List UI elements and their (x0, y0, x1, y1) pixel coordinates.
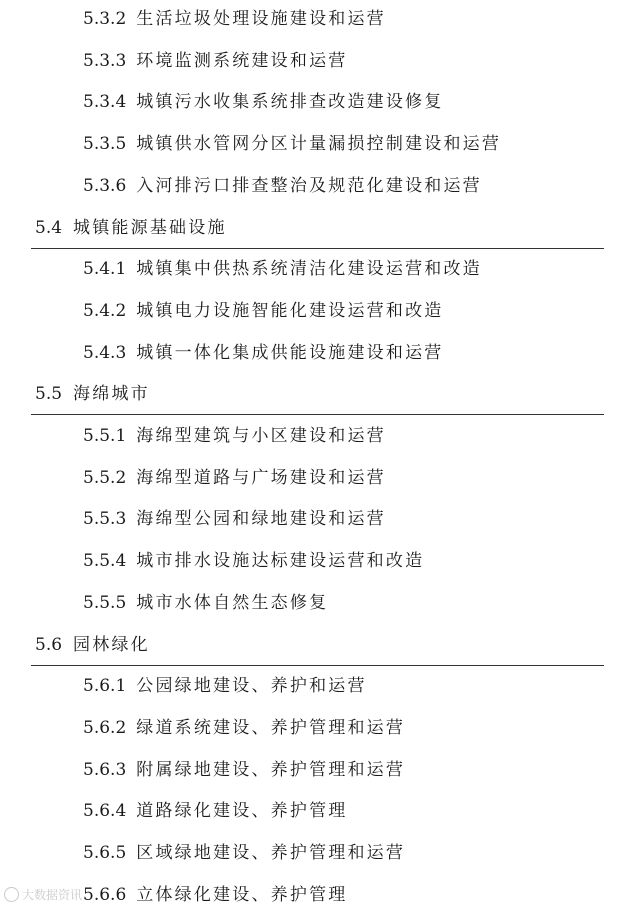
item-title: 立体绿化建设、养护管理 (136, 884, 348, 905)
outline-item (0, 341, 644, 365)
item-title: 入河排污口排查整治及规范化建设和运营 (136, 175, 482, 196)
section-heading (0, 382, 644, 406)
item-number: 5.6.3 (83, 759, 127, 780)
outline-item (0, 549, 644, 573)
section-number: 5.6 (35, 634, 63, 655)
outline-item (0, 674, 644, 698)
item-title: 道路绿化建设、养护管理 (136, 801, 348, 822)
section-heading (0, 216, 644, 240)
section-heading (0, 633, 644, 657)
item-number: 5.5.2 (83, 467, 127, 488)
item-title: 城镇供水管网分区计量漏损控制建设和运营 (136, 134, 502, 155)
item-number: 5.6.5 (83, 843, 127, 863)
item-number: 5.3.3 (83, 50, 127, 71)
item-number: 5.6.1 (83, 676, 127, 697)
outline-item (0, 49, 644, 73)
item-number: 5.4.2 (83, 300, 127, 321)
item-title: 海绵型公园和绿地建设和运营 (136, 509, 386, 530)
outline-item (0, 7, 644, 31)
item-number: 5.5.4 (83, 551, 127, 572)
outline-item (0, 758, 644, 782)
item-title: 城市排水设施达标建设运营和改造 (136, 551, 425, 572)
item-number: 5.6.4 (83, 801, 127, 822)
item-title: 附属绿地建设、养护管理和运营 (136, 759, 406, 780)
item-title: 区域绿地建设、养护管理和运营 (136, 843, 406, 863)
section-title: 城镇能源基础设施 (73, 217, 227, 238)
item-title: 海绵型道路与广场建设和运营 (136, 467, 386, 488)
item-title: 城镇电力设施智能化建设运营和改造 (136, 300, 444, 321)
outline-item (0, 591, 644, 615)
item-number: 5.6.6 (83, 884, 127, 905)
item-title: 公园绿地建设、养护和运营 (136, 676, 367, 697)
item-number: 5.3.4 (83, 92, 127, 113)
item-number: 5.3.5 (83, 134, 127, 155)
item-number: 5.3.2 (83, 9, 127, 29)
item-title: 生活垃圾处理设施建设和运营 (136, 9, 386, 29)
watermark (4, 886, 82, 903)
item-number: 5.4.3 (83, 342, 127, 363)
section-title: 园林绿化 (73, 634, 150, 655)
section-divider (31, 414, 604, 415)
item-title: 城镇污水收集系统排查改造建设修复 (136, 92, 444, 113)
outline-item (0, 883, 644, 907)
item-number: 5.6.2 (83, 717, 127, 738)
section-number: 5.5 (35, 384, 63, 405)
item-title: 海绵型建筑与小区建设和运营 (136, 426, 386, 446)
section-title: 海绵城市 (73, 384, 150, 405)
weibo-logo-icon (4, 887, 19, 902)
outline-item (0, 174, 644, 198)
outline-item (0, 507, 644, 531)
item-number: 5.4.1 (83, 259, 127, 280)
item-title: 城市水体自然生态修复 (136, 592, 329, 613)
section-divider (31, 665, 604, 666)
watermark-text: 大数据资讯 (22, 888, 83, 902)
outline-item (0, 466, 644, 490)
section-divider (31, 248, 604, 249)
outline-item (0, 716, 644, 740)
item-number: 5.5.1 (83, 426, 127, 446)
outline-item (0, 424, 644, 448)
item-number: 5.5.3 (83, 509, 127, 530)
outline-item (0, 799, 644, 823)
item-title: 绿道系统建设、养护管理和运营 (136, 717, 406, 738)
outline-item (0, 90, 644, 114)
outline-item (0, 299, 644, 323)
section-number: 5.4 (35, 217, 63, 238)
outline-item (0, 841, 644, 865)
item-title: 城镇集中供热系统清洁化建设运营和改造 (136, 259, 482, 280)
outline-item (0, 257, 644, 281)
item-title: 环境监测系统建设和运营 (136, 50, 348, 71)
item-title: 城镇一体化集成供能设施建设和运营 (136, 342, 444, 363)
outline-item (0, 132, 644, 156)
item-number: 5.5.5 (83, 592, 127, 613)
item-number: 5.3.6 (83, 175, 127, 196)
